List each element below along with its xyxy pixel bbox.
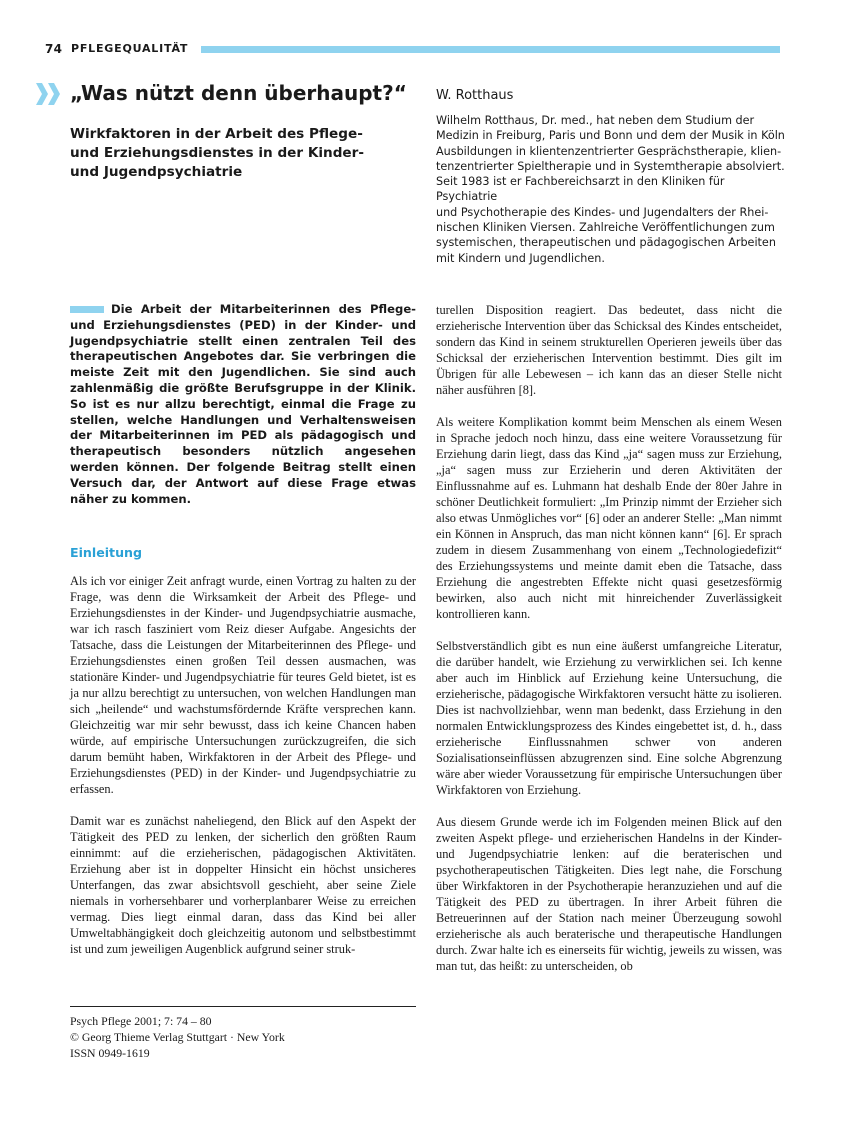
body-paragraph: Aus diesem Grunde werde ich im Folgenden meinen Blick auf den zweiten Aspekt pflege- und erzieherischen Handelns in der Kinder- und Jugendpsychiatrie lenken: auf die beraterischen und psychotherapeutischen Tätigkeiten. Dies legt nahe, die Forschung über Wirkfaktoren in der Psychotherapie heranzuziehen und auf die Tätigkeit des PED zu übertragen. In ihrer Arbeit führen die Betreuerinnen auf der Station nach meiner Überzeugung sowohl erzieherische als auch beraterische und therapeutische Handlungen durch. Zwar halte ich es einerseits für wichtig, jeweils zu wissen, was man tut, das heißt: zu unterscheiden, ob bbox=[436, 815, 782, 973]
journal-citation: Psych Pflege 2001; 7: 74 – 80 bbox=[70, 1014, 212, 1028]
abstract-accent-bar bbox=[70, 306, 104, 313]
author-bio bbox=[436, 113, 786, 266]
author-bio-line: tenzentrierter Spieltherapie und in Systemtherapie absolviert. bbox=[436, 159, 785, 173]
abstract bbox=[70, 302, 416, 507]
body-paragraph: Als ich vor einiger Zeit anfragt wurde, einen Vortrag zu halten zu der Frage, was denn die Wirksamkeit der Arbeit des Pflege- und Erziehungsdienstes in der Kinder- und Jugendpsychiatrie ausmache, war ich rasch fasziniert vom Reiz dieser Aufgabe. Angesichts der Tatsache, dass die Leistungen der Mitarbeiterinnen des Pflege- und Erziehungsdienstes einen großen Teil dessen ausmachen, was stationäre Kinder- und Jugendpsychiatrie für teures Geld bietet, ist es ja nur allzu berechtigt zu untersuchen, von welchen Handlungen man sich „heilende“ und wachstumsfördernde Kräfte versprechen kann. Gleichzeitig war mir sehr bewusst, dass ich keine Chancen haben würde, auf empirische Untersuchungen zurückzugreifen, die sich darum bemüht haben, Wirkfaktoren in der Arbeit des Pflege- und Erziehungsdienstes (PED) in der Kinder- und Jugendpsychiatrie zu erfassen. bbox=[70, 574, 416, 797]
body-paragraph: Damit war es zunächst naheliegend, den Blick auf den Aspekt der Tätigkeit des PED zu lenken, der sicherlich den größten Raum einnimmt: auf die erzieherischen, pädagogischen Aktivitäten. Erziehung aber ist in doppelter Hinsicht ein höchst unsicheres Unterfangen, das zwar absichtsvoll geschieht, aber seine Ziele niemals in vorhersehbarer und vorherplanbarer Weise zu erreichen vermag. Dies liegt einmal daran, dass das Kind bei aller Umweltabhängigkeit doch gleichzeitig autonom und selbstbestimmt ist und zum jeweiligen Augenblick aufgrund seiner struk- bbox=[70, 814, 416, 957]
article-title: „Was nützt denn überhaupt?“ bbox=[70, 81, 407, 105]
author-bio-line: nischen Kliniken Viersen. Zahlreiche Veröffentlichungen zum bbox=[436, 221, 775, 235]
article-subtitle bbox=[70, 125, 370, 182]
body-paragraph: turellen Disposition reagiert. Das bedeutet, dass nicht die erzieherische Intervention über das Schicksal des Kindes entscheidet, sondern das Kind in seinem strukturellen Operieren jeweils über das Schicksal der erzieherischen Intervention bestimmt. Dies gilt im Übrigen für alle Lebewesen – ich kann das an dieser Stelle nicht näher ausführen [8]. bbox=[436, 303, 782, 397]
left-column bbox=[70, 302, 416, 973]
body-paragraph: Selbstverständlich gibt es nun eine äußerst umfangreiche Literatur, die darüber handelt, wie Erziehung zu verwirklichen sei. Ich kenne aber auch im Hinblick auf Erziehung keine Untersuchung, die erzieherische, pädagogische Wirkfaktoren versucht hätte zu isolieren. Dies ist nachvollziehbar, wenn man bedenkt, dass Erziehung in den normalen Entwicklungsprozess des Kindes eingebettet ist, d. h., dass erzieherische Einflussnahmen schwer von anderen Sozialisationseinflüssen abzugrenzen sind. Eine solche Abgrenzung wäre aber wieder Voraussetzung für empirische Untersuchungen über Wirkfaktoren von Erziehung. bbox=[436, 639, 782, 797]
body-paragraph: Als weitere Komplikation kommt beim Menschen als einem Wesen in Sprache jedoch noch hinzu, dass eine weitere Voraussetzung für Erziehung darin liegt, dass das Kind „ja“ sagen muss zur Erziehung, „ja“ sagen muss zur Erzieherin und deren Aktivitäten der Einflussnahme auf es. Luhmann hat deshalb Ende der 80er Jahre in schöner Deutlichkeit formuliert: „Im Prinzip nimmt der Erzieher sich also etwas Unmögliches vor“ [6] oder an anderer Stelle: „Man nimmt ein Können in Anspruch, das man nicht können kann“ [6]. Er sprach zudem in diesem Zusammenhang von einem „Technologiedefizit“ des Erziehungssystems und meinte damit eben die Tatsache, dass Erziehung die angestrebten Effekte nicht quasi gesetzesförmig bewirken, also auch nicht mit hinreichender Zuverlässigkeit kontrollieren kann. bbox=[436, 415, 782, 621]
author-name: W. Rotthaus bbox=[436, 88, 514, 103]
citation-footer bbox=[70, 1006, 416, 1061]
page-number: 74 bbox=[45, 42, 63, 56]
author-bio-line: Wilhelm Rotthaus, Dr. med., hat neben dem Studium der bbox=[436, 114, 755, 127]
subtitle-line: Wirkfaktoren in der Arbeit des Pflege- bbox=[70, 126, 363, 142]
section-heading: Einleitung bbox=[70, 545, 143, 561]
author-bio-line: systemischen, therapeutischen und pädagogischen Arbeiten bbox=[436, 236, 776, 250]
subtitle-line: und Erziehungsdienstes in der Kinder- bbox=[70, 145, 364, 161]
author-bio-line: und Psychotherapie des Kindes- und Jugendalters der Rhei- bbox=[436, 205, 769, 219]
author-bio-line: Medizin in Freiburg, Paris und Bonn und dem der Musik in Köln bbox=[436, 129, 785, 143]
running-head: PFLEGEQUALITÄT bbox=[71, 42, 189, 55]
right-column bbox=[436, 302, 782, 990]
publisher-line: © Georg Thieme Verlag Stuttgart · New York bbox=[70, 1030, 285, 1044]
header-accent-bar bbox=[201, 46, 780, 53]
author-bio-line: Seit 1983 ist er Fachbereichsarzt in den Kliniken für Psychiatrie bbox=[436, 175, 725, 204]
author-bio-line: mit Kindern und Jugendlichen. bbox=[436, 251, 605, 265]
abstract-text: Die Arbeit der Mitarbeiterinnen des Pflege- und Erziehungsdienstes (PED) in der Kinder- und Jugendpsychiatrie stellt einen zentralen Teil des therapeutischen Angebotes dar. Sie verbringen die meiste Zeit mit den Jugendlichen. Sie sind auch zahlenmäßig die größte Berufsgruppe in der Klinik. So ist es nur allzu berechtigt, einmal die Frage zu stellen, welche Handlungen und Verhaltensweisen der Mitarbeiterinnen im PED als pädagogisch und therapeutisch besonders nützlich angesehen werden können. Der folgende Beitrag stellt einen Versuch dar, der Antwort auf diese Frage etwas näher zu kommen. bbox=[70, 302, 416, 506]
author-bio-line: Ausbildungen in klientenzentrierter Gesprächstherapie, klien- bbox=[436, 144, 782, 158]
subtitle-line: und Jugendpsychiatrie bbox=[70, 164, 243, 180]
issn: ISSN 0949-1619 bbox=[70, 1046, 150, 1060]
running-header bbox=[40, 42, 780, 58]
double-chevron-icon bbox=[36, 83, 62, 105]
